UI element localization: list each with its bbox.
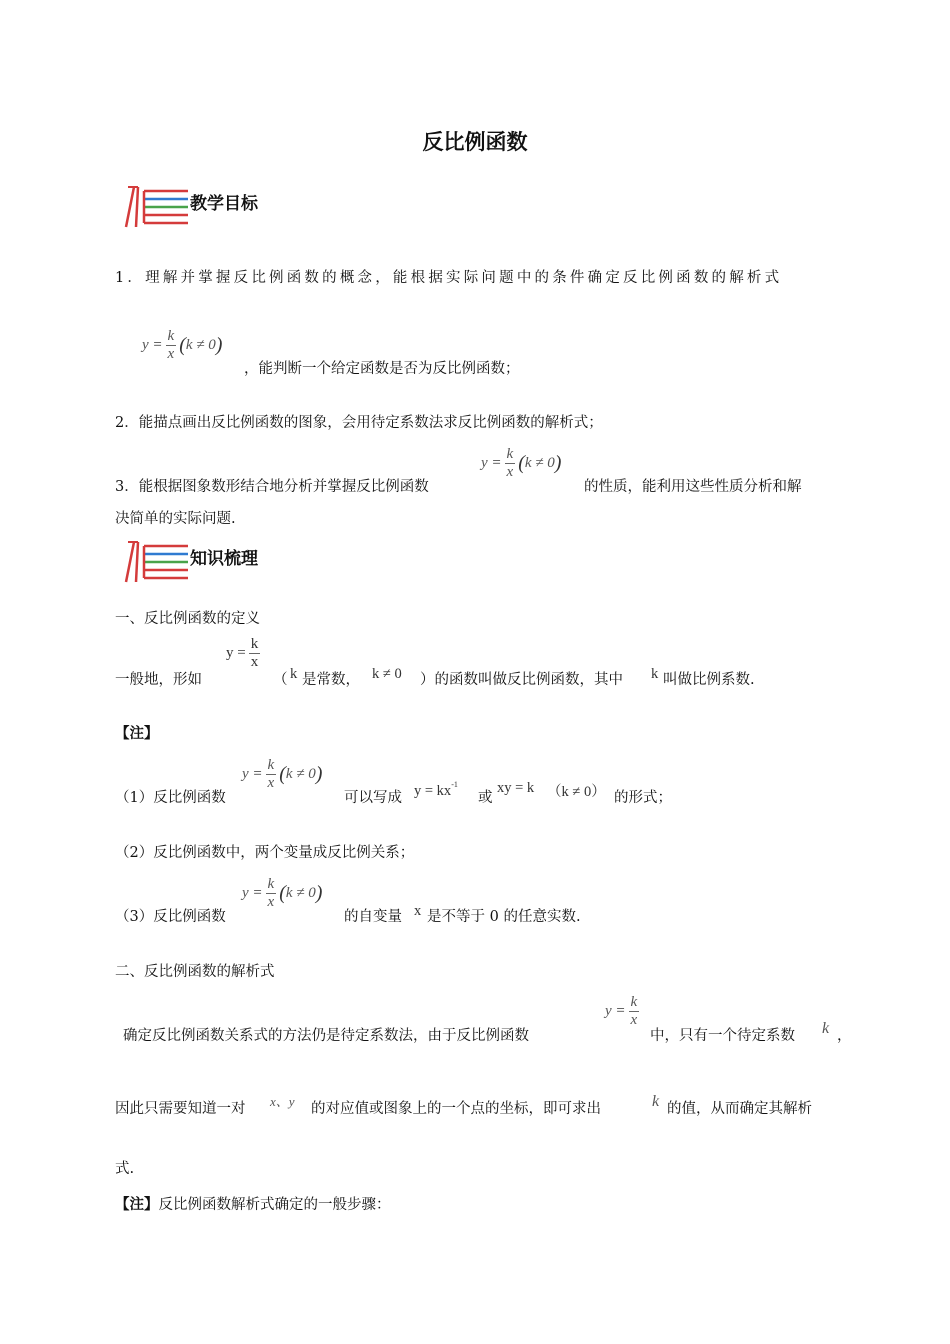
formula-inverse-2 xyxy=(481,446,561,481)
analytic-heading: 二、反比例函数的解析式 xyxy=(115,964,275,980)
formula-den: x xyxy=(630,1012,638,1028)
formula-cond: k ≠ 0 xyxy=(185,337,216,353)
formula-den: x xyxy=(267,775,275,791)
formula-rparen: ) xyxy=(315,882,323,904)
formula-fraction xyxy=(505,446,516,481)
formula-y: y xyxy=(605,1003,612,1019)
analytic-line1-end: ， xyxy=(837,1028,852,1044)
formula-y: y xyxy=(481,455,488,471)
formula-cond: k ≠ 0 xyxy=(524,455,555,471)
formula-eq: = xyxy=(491,455,502,471)
note-label: 【注】 xyxy=(115,725,159,742)
definition-paren-open: （ xyxy=(273,672,288,688)
formula-rparen: ) xyxy=(215,334,223,356)
note-1-formula1-base: y = kx xyxy=(414,783,452,799)
book-stack-icon xyxy=(114,183,192,231)
formula-num: k xyxy=(506,446,514,462)
analytic-line2-xy: x、y xyxy=(270,1094,295,1109)
formula-den: x xyxy=(506,464,514,480)
formula-den: x xyxy=(167,346,175,362)
formula-y: y xyxy=(242,885,249,901)
analytic-line1-k: k xyxy=(822,1020,830,1037)
formula-den: x xyxy=(250,654,259,670)
analytic-line2-tail: 的值，从而确定其解析 xyxy=(667,1101,812,1117)
note-1-formula1 xyxy=(414,780,458,800)
formula-num: k xyxy=(167,328,175,344)
analytic-line2-k: k xyxy=(652,1093,660,1110)
formula-fraction xyxy=(166,328,177,363)
formula-rparen: ) xyxy=(554,452,562,474)
formula-lparen: ( xyxy=(518,452,525,474)
formula-den: x xyxy=(267,894,275,910)
note-3-tail: 是不等于 0 的任意实数. xyxy=(427,909,581,925)
goal-3-head: 3．能根据图象数形结合地分析并掌握反比例函数 xyxy=(115,479,429,495)
analytic-note-text: 反比例函数解析式确定的一般步骤： xyxy=(158,1197,391,1213)
formula-lparen: ( xyxy=(279,882,286,904)
analytic-line1-head: 确定反比例函数关系式的方法仍是待定系数法，由于反比例函数 xyxy=(123,1028,529,1044)
section-label-goals: 教学目标 xyxy=(190,194,258,214)
formula-y: y xyxy=(242,766,249,782)
note-1-formula2: xy = k xyxy=(497,780,535,796)
analytic-line1-tail: 中，只有一个待定系数 xyxy=(650,1028,795,1044)
analytic-note xyxy=(115,1193,391,1214)
formula-lparen: ( xyxy=(179,334,186,356)
note-1-mid: 可以写成 xyxy=(344,790,402,806)
definition-tail2: 叫做比例系数. xyxy=(663,672,755,688)
formula-lparen: ( xyxy=(279,763,286,785)
formula-inverse-3 xyxy=(242,757,322,792)
formula-rparen: ) xyxy=(315,763,323,785)
page-title: 反比例函数 xyxy=(422,129,528,154)
analytic-note-label: 【注】 xyxy=(115,1196,159,1213)
formula-fraction xyxy=(266,876,277,911)
note-1-formula1-exp: -1 xyxy=(451,780,458,789)
note-1-formula2-cond: （k ≠ 0） xyxy=(547,784,606,800)
formula-y: y xyxy=(226,645,234,661)
analytic-line2-head: 因此只需要知道一对 xyxy=(115,1101,246,1117)
formula-num: k xyxy=(630,994,638,1010)
formula-y: y xyxy=(142,337,149,353)
note-3-mid: 的自变量 xyxy=(344,909,402,925)
goal-3-tail: 的性质，能利用这些性质分析和解 xyxy=(584,479,802,495)
note-3-x: x xyxy=(414,903,422,919)
formula-eq: = xyxy=(237,645,246,661)
goal-2-text: 2．能描点画出反比例函数的图象，会用待定系数法求反比例函数的解析式； xyxy=(115,415,603,431)
definition-k: k xyxy=(290,666,298,682)
formula-num: k xyxy=(267,876,275,892)
formula-inverse-1 xyxy=(142,328,222,363)
formula-cond: k ≠ 0 xyxy=(285,766,316,782)
goal-1-text: 1．理解并掌握反比例函数的概念，能根据实际问题中的条件确定反比例函数的解析式 xyxy=(115,270,783,286)
analytic-line3: 式. xyxy=(115,1161,135,1177)
formula-eq: = xyxy=(615,1003,626,1019)
definition-is-const: 是常数， xyxy=(302,672,360,688)
formula-num: k xyxy=(250,636,259,652)
formula-inverse-5 xyxy=(605,994,642,1029)
definition-k-neq: k ≠ 0 xyxy=(372,666,402,682)
formula-eq: = xyxy=(252,766,263,782)
note-1-head: （1）反比例函数 xyxy=(115,790,226,806)
note-3-head: （3）反比例函数 xyxy=(115,909,226,925)
formula-eq: = xyxy=(152,337,163,353)
goal-1-tail: ，能判断一个给定函数是否为反比例函数； xyxy=(244,361,520,377)
book-stack-icon xyxy=(114,538,192,586)
goal-3-line2: 决简单的实际问题. xyxy=(115,511,236,527)
note-1-or: 或 xyxy=(478,790,493,806)
definition-k-coef: k xyxy=(651,666,659,682)
section-label-knowledge: 知识梳理 xyxy=(190,549,258,569)
formula-definition xyxy=(226,636,263,671)
definition-prefix: 一般地，形如 xyxy=(115,672,202,688)
formula-fraction xyxy=(249,636,261,671)
definition-tail1: ）的函数叫做反比例函数，其中 xyxy=(420,672,623,688)
formula-fraction xyxy=(629,994,640,1029)
analytic-line2-mid: 的对应值或图象上的一个点的坐标，即可求出 xyxy=(311,1101,601,1117)
formula-cond: k ≠ 0 xyxy=(285,885,316,901)
formula-num: k xyxy=(267,757,275,773)
definition-heading: 一、反比例函数的定义 xyxy=(115,611,260,627)
formula-fraction xyxy=(266,757,277,792)
note-1-tail: 的形式； xyxy=(614,790,672,806)
formula-eq: = xyxy=(252,885,263,901)
formula-inverse-4 xyxy=(242,876,322,911)
note-2-text: （2）反比例函数中，两个变量成反比例关系； xyxy=(115,845,415,861)
